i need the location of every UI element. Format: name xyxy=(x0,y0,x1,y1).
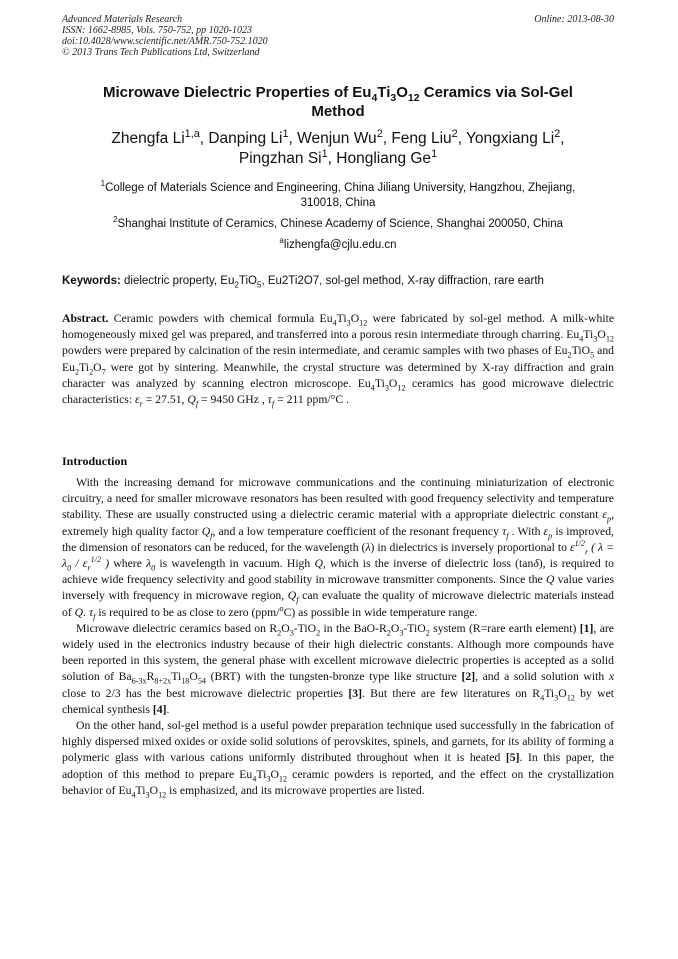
issn-line: ISSN: 1662-8985, Vols. 750-752, pp 1020-1023 xyxy=(62,25,252,36)
author-name: Pingzhan Si xyxy=(238,150,322,167)
formula-sub: 2 xyxy=(567,350,572,360)
formula-sub: 3 xyxy=(399,628,404,638)
abstract-text: and Eu xyxy=(62,344,615,374)
paragraph-text: is improved, the dimension of resonators can be reduced, for the wavelength ( xyxy=(62,524,615,554)
qf-value: = 9450 GHz , xyxy=(198,393,265,407)
epsilon-symbol: ε xyxy=(543,524,549,538)
paragraph-text: , extremely high quality factor xyxy=(62,508,614,538)
formula-sub: 3 xyxy=(145,790,150,800)
math-sub: p xyxy=(606,514,612,524)
math-sub: f xyxy=(93,611,96,621)
wavelength-expression: ) xyxy=(101,557,110,571)
paragraph-text: in the BaO-R xyxy=(320,621,387,635)
title-text: Ti xyxy=(377,84,391,101)
paragraph-text: value varies inversely with frequency in microwave region, xyxy=(62,573,615,603)
epsilon-symbol: ε xyxy=(602,508,607,522)
formula-sub: 12 xyxy=(566,692,575,702)
author-name: Zhengfa Li xyxy=(111,130,185,147)
citation-link[interactable]: [4] xyxy=(152,702,167,716)
formula-text: Ti xyxy=(544,686,555,700)
intro-paragraph-1 xyxy=(62,475,614,621)
keywords-label: Keywords: xyxy=(62,275,121,287)
keywords-text: TiO xyxy=(238,275,257,287)
formula-sub: 18 xyxy=(181,676,190,686)
paragraph-text: , which is the inverse of dielectric loss (tan xyxy=(322,557,534,571)
paragraph-text: where xyxy=(109,557,147,571)
formula-sub: 12 xyxy=(605,334,614,344)
q-symbol: Q xyxy=(314,557,323,571)
affiliation-1 xyxy=(62,181,614,211)
math-sup: 1/2 xyxy=(574,538,585,548)
formula-text: O xyxy=(281,621,290,635)
paragraph-text: by wet chemical synthesis xyxy=(62,686,615,716)
title-text: Method xyxy=(311,103,365,120)
formula-sub: 4 xyxy=(370,383,375,393)
formula-sub: 3 xyxy=(346,318,351,328)
author-name: , Hongliang Ge xyxy=(327,150,432,167)
paragraph-text: , and a low temperature coefficient of the resonant frequency xyxy=(212,524,503,538)
formula-sub: 3 xyxy=(384,383,389,393)
formula-sub: 4 xyxy=(252,773,257,783)
formula-sub: 12 xyxy=(397,383,406,393)
paragraph-text: , are widely used in the electronics industry because of their high dielectric constants. Although more compounds have been reported in this system, the general phase with excellent microwave dielectric properties is accepted as a solid solution of Ba xyxy=(62,621,614,684)
journal-name: Advanced Materials Research xyxy=(62,14,183,25)
introduction-body xyxy=(62,475,614,799)
title-text: Ceramics via Sol-Gel xyxy=(419,84,573,101)
author-affil-mark: 1,a xyxy=(184,127,200,140)
math-sub: 0 xyxy=(151,563,156,573)
formula-text: O xyxy=(189,670,198,684)
formula-sub: 2 xyxy=(386,628,391,638)
math-sub: p xyxy=(548,530,553,540)
tau-symbol: τ xyxy=(267,393,272,407)
math-sub: r xyxy=(87,563,91,573)
x-variable: x xyxy=(608,670,614,684)
paragraph-text: is wavelength in vacuum. High xyxy=(155,557,315,571)
abstract-text: ceramics has good microwave dielectric characteristics: xyxy=(62,376,614,407)
formula-sub: 4 xyxy=(540,692,545,702)
q-symbol: Q xyxy=(545,573,555,587)
formula-text: Ti xyxy=(79,360,90,374)
math-sub: f xyxy=(210,530,213,540)
citation-link[interactable]: [3] xyxy=(348,686,362,700)
paragraph-text: close to 2/3 has the best microwave dielectric properties xyxy=(62,686,349,700)
paragraph-text: (BRT) with the tungsten-bronze type like structure xyxy=(206,670,462,684)
paragraph-text: can evaluate the quality of microwave dielectric materials instead of xyxy=(62,589,614,619)
q-symbol: Q xyxy=(201,524,211,538)
math-sub: f xyxy=(296,595,299,605)
formula-text: O xyxy=(597,328,606,342)
citation-link[interactable]: [1] xyxy=(579,621,594,635)
formula-sub: 4 xyxy=(131,790,136,800)
author-affil-mark: 1 xyxy=(431,147,438,160)
affil-mark: 1 xyxy=(100,179,106,189)
formula-sub: 2 xyxy=(89,366,94,376)
formula-text: O xyxy=(390,621,400,635)
formula-text: Ti xyxy=(256,767,267,781)
formula-text: O xyxy=(581,344,591,358)
lambda-symbol: λ xyxy=(365,540,371,554)
title-text: O xyxy=(396,84,408,101)
author-affil-mark: 2 xyxy=(554,127,561,140)
epsilon-symbol: ε xyxy=(569,540,575,554)
q-symbol: Q xyxy=(287,589,297,603)
formula-text: Ti xyxy=(374,376,385,390)
keywords-line xyxy=(62,274,614,289)
author-list xyxy=(62,129,614,169)
author-name: , Danping Li xyxy=(199,130,283,147)
keywords-text: dielectric property, Eu xyxy=(120,275,235,287)
math-sub: f xyxy=(506,530,509,540)
intro-paragraph-2 xyxy=(62,621,614,718)
permittivity-value: = 27.51, xyxy=(142,393,185,407)
abstract-text: were fabricated by sol-gel method. A milk-white homogeneously mixed gel was prepared, and transferred into a porous resin intermediate through charring. Eu xyxy=(62,312,615,342)
title-text: Microwave Dielectric Properties of Eu xyxy=(103,84,372,101)
online-date: Online: 2013-08-30 xyxy=(534,14,614,25)
affiliation-2 xyxy=(62,217,614,232)
paragraph-text: ) in dielectrics is inversely proportional to xyxy=(370,540,570,554)
formula-sub: 7 xyxy=(101,366,106,376)
paragraph-text: Microwave dielectric ceramics based on R xyxy=(76,621,278,635)
paragraph-text: system (R=rare earth element) xyxy=(429,621,580,635)
formula-sub: 12 xyxy=(278,773,288,783)
formula-sub: 2 xyxy=(74,366,80,376)
paragraph-text: On the other hand, sol-gel method is a useful powder preparation technique used successfully in the fabrication of highly dispersed mixed oxides or oxide solid solutions of perovskites, spinels, and garnets, for its ability of forming a polymeric glass with various cations uniformly distributed throughout when it is heated xyxy=(62,719,614,765)
paragraph-text: C) as possible in wide temperature range. xyxy=(283,605,478,619)
paragraph-text: ), is required to achieve wide frequency selectivity and good stability in microwave transmitter components. Since the xyxy=(62,557,614,587)
formula-text: Ti xyxy=(336,312,347,325)
formula-sub: 3 xyxy=(554,692,559,702)
delta-symbol: δ xyxy=(533,557,539,571)
tau-symbol: τ xyxy=(502,524,507,538)
formula-sub: 2 xyxy=(425,628,430,638)
title-sub: 3 xyxy=(390,92,397,104)
author-email xyxy=(62,238,614,253)
section-heading-introduction: Introduction xyxy=(62,454,128,468)
wavelength-expression: ( λ = λ xyxy=(62,540,614,571)
formula-sub: 3 xyxy=(289,628,294,638)
math-sub: r xyxy=(139,399,143,409)
author-affil-mark: 2 xyxy=(376,127,383,140)
citation-link[interactable]: [5] xyxy=(505,751,520,765)
paragraph-text: ceramic powders is reported, and the effect on the crystallization behavior of Eu xyxy=(62,767,614,797)
formula-text: O xyxy=(93,360,102,374)
paragraph-text: . With xyxy=(508,524,544,538)
math-sub: 0 xyxy=(67,563,72,573)
citation-link[interactable]: [2] xyxy=(461,670,476,684)
math-sup: 1/2 xyxy=(90,555,102,565)
abstract xyxy=(62,311,614,408)
formula-sub: 12 xyxy=(359,318,368,328)
author-affil-mark: 2 xyxy=(451,127,458,140)
formula-text: Ti xyxy=(583,328,594,342)
title-sub: 12 xyxy=(407,92,420,104)
formula-sub: 54 xyxy=(197,676,207,686)
q-symbol: Q. xyxy=(74,605,87,619)
author-name: , Wenjun Wu xyxy=(288,130,377,147)
formula-sub: 6-3x xyxy=(131,676,147,686)
paragraph-text: . In this paper, the adoption of this method to prepare Eu xyxy=(62,751,614,781)
formula-sub: 8+2x xyxy=(154,676,172,686)
paragraph-text: is required to be as close to zero (ppm/ xyxy=(95,605,280,619)
author-name: , Yongxiang Li xyxy=(457,130,555,147)
epsilon-symbol: ε xyxy=(135,393,140,407)
affil-text: Shanghai Institute of Ceramics, Chinese Academy of Science, Shanghai 200050, China xyxy=(117,218,564,230)
q-symbol: Q xyxy=(187,393,196,407)
affil-text: College of Materials Science and Engineering, China Jiliang University, Hangzhou, Zhejiang, xyxy=(105,182,576,194)
abstract-text: Ceramic powders with chemical formula Eu xyxy=(108,312,333,325)
lambda-symbol: λ xyxy=(146,557,152,571)
doi-line: doi:10.4028/www.scientific.net/AMR.750-752.1020 xyxy=(62,36,268,47)
formula-sub: 2 xyxy=(277,628,282,638)
wavelength-expression: / ε xyxy=(71,557,88,571)
formula-text: O xyxy=(350,312,360,325)
paragraph-text: is emphasized, and its microwave properties are listed. xyxy=(166,783,425,797)
keywords-sub: 5 xyxy=(256,280,262,290)
formula-text: Ti xyxy=(571,344,582,358)
abstract-label: Abstract. xyxy=(62,312,109,325)
abstract-text: were got by sintering. Meanwhile, the crystal structure was determined by X-ray diffraction and grain character was analyzed by scanning electron microscope. Eu xyxy=(62,360,614,390)
paragraph-text: , and a solid solution with xyxy=(475,670,609,684)
author-name: , Feng Liu xyxy=(382,130,452,147)
keywords-text: , Eu2Ti2O7, sol-gel method, X-ray diffraction, rare earth xyxy=(261,275,544,287)
formula-sub: 12 xyxy=(158,790,167,800)
affil-mark: 2 xyxy=(112,215,118,225)
formula-text: O xyxy=(388,376,398,390)
intro-paragraph-3 xyxy=(62,718,614,799)
degree-mark: o xyxy=(279,603,284,613)
paragraph-text: -TiO xyxy=(403,621,426,635)
affil-text: 310018, China xyxy=(300,197,376,209)
tau-value: = 211 ppm/°C . xyxy=(274,393,349,407)
formula-text: R xyxy=(146,670,155,684)
author-affil-mark: 1 xyxy=(321,147,328,160)
author-separator: , xyxy=(560,130,565,147)
paper-title xyxy=(62,83,614,121)
paragraph-text: With the increasing demand for microwave communications and the continuing miniaturization of electronic circuitry, a need for smaller microwave resonators has been resulted with good frequency selectivity and temperature stability. These are usually constructed using a dielectric ceramic material with a appropriate dielectric constant xyxy=(62,476,614,522)
formula-sub: 5 xyxy=(590,350,595,360)
email-mark: a xyxy=(279,236,284,246)
formula-text: Ti xyxy=(135,783,146,797)
formula-sub: 3 xyxy=(593,334,598,344)
formula-text: Ti xyxy=(171,670,182,684)
email-link[interactable]: lizhengfa@cjlu.edu.cn xyxy=(283,239,397,251)
formula-text: O xyxy=(270,767,279,781)
formula-sub: 4 xyxy=(579,334,584,344)
formula-sub: 2 xyxy=(316,628,321,638)
abstract-text: powders were prepared by calcination of the resin intermediate, and ceramic samples with two phases of Eu xyxy=(62,344,568,358)
tau-symbol: τ xyxy=(88,605,94,619)
math-sub: f xyxy=(271,399,275,409)
keywords-sub: 2 xyxy=(234,280,239,290)
running-header xyxy=(62,14,614,58)
math-sub: r xyxy=(585,547,589,557)
paragraph-text: -TiO xyxy=(293,621,317,635)
copyright-line: © 2013 Trans Tech Publications Ltd, Switzerland xyxy=(62,47,260,58)
formula-sub: 4 xyxy=(332,318,337,328)
author-affil-mark: 1 xyxy=(282,127,289,140)
paragraph-text: . But there are few literatures on R xyxy=(361,686,541,700)
paragraph-text: . xyxy=(166,702,170,716)
title-sub: 4 xyxy=(371,92,378,104)
math-sub: f xyxy=(195,399,199,409)
formula-sub: 3 xyxy=(266,773,271,783)
formula-text: O xyxy=(558,686,567,700)
formula-text: O xyxy=(149,783,159,797)
